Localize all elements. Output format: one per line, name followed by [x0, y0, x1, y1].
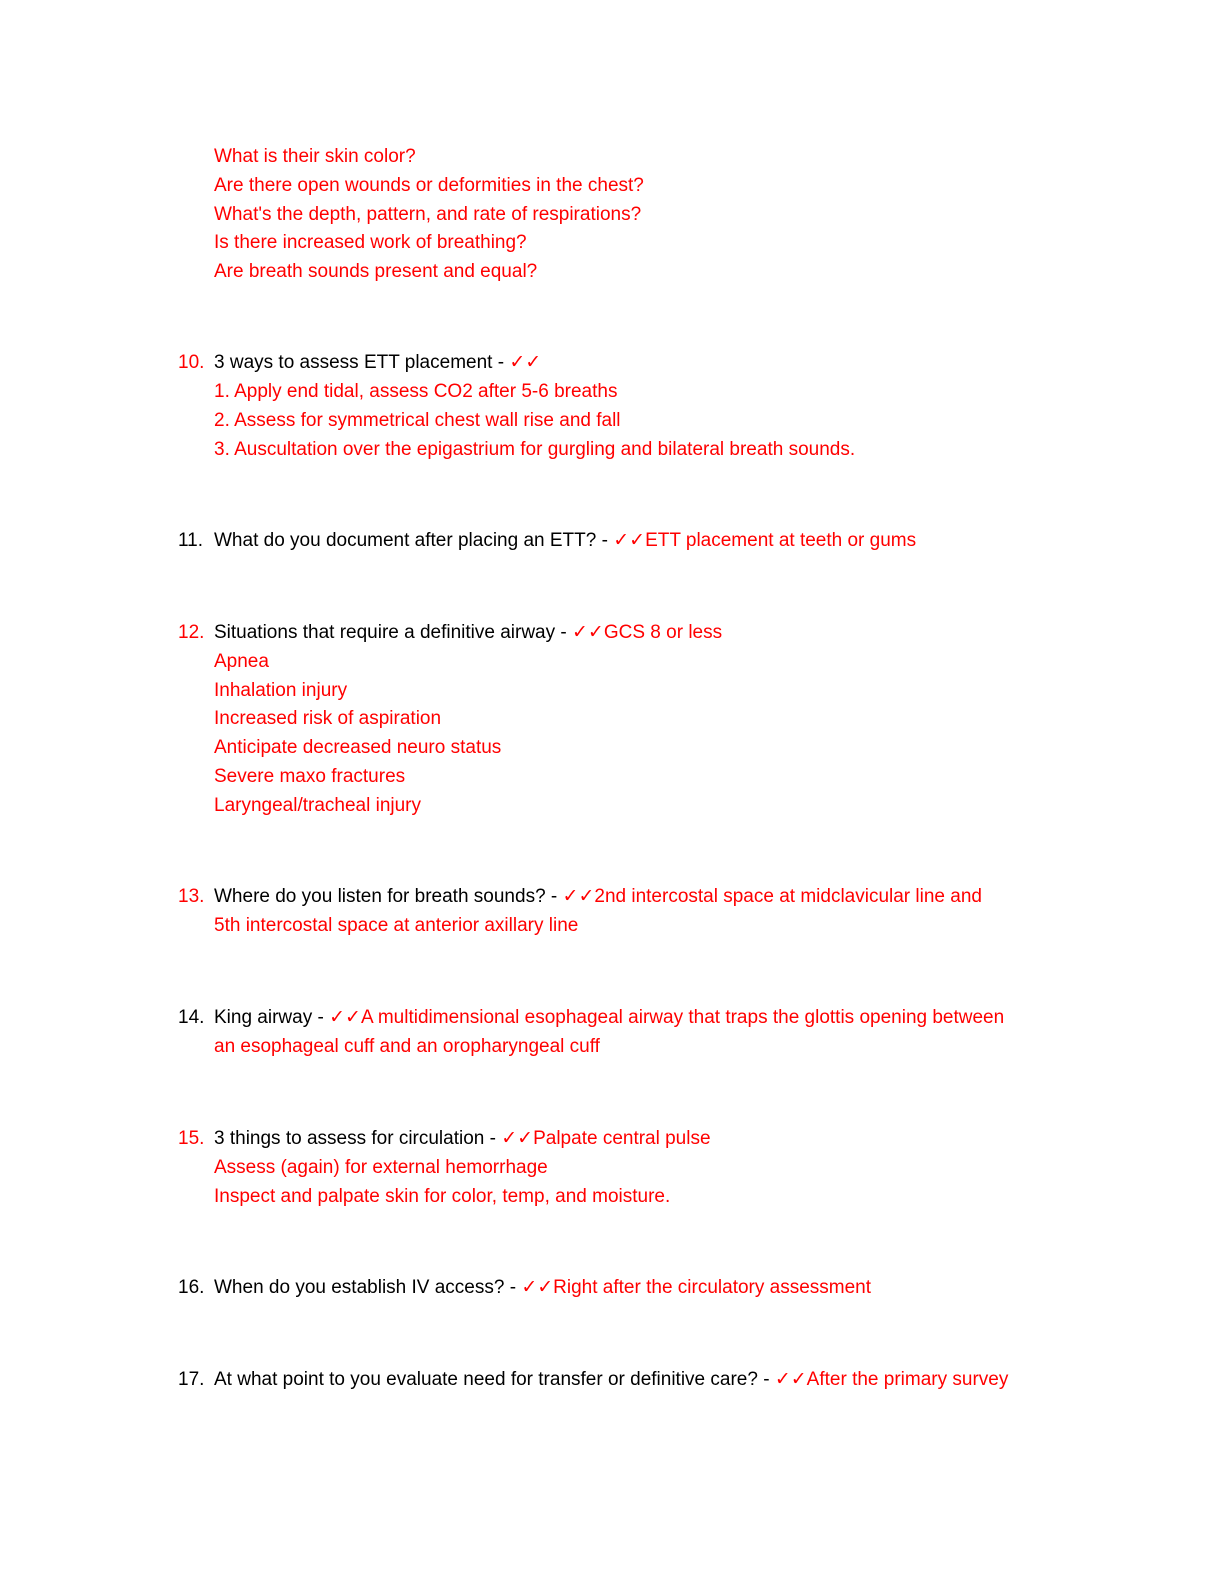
answer-line: Apnea: [214, 651, 269, 672]
checkmark-icon: ✓✓: [521, 1277, 554, 1298]
answer-line: Increased risk of aspiration: [214, 708, 442, 729]
item-number: 11.: [178, 530, 204, 551]
question-line: [214, 352, 541, 376]
item-number: 16.: [178, 1277, 205, 1298]
question-text: Situations that require a definitive airway -: [214, 622, 573, 643]
checkmark-icon: ✓✓: [572, 622, 604, 643]
answer-line: Inspect and palpate skin for color, temp, and moisture.: [214, 1186, 671, 1207]
answer-inline: Palpate central pulse: [533, 1128, 711, 1149]
question-line: [214, 530, 916, 554]
checkmark-icon: ✓✓: [509, 352, 542, 373]
answer-line: 1. Apply end tidal, assess CO2 after 5-6 breaths: [214, 381, 618, 402]
answer-inline: 2nd intercostal space at midclavicular line and: [594, 886, 982, 907]
checkmark-icon: ✓✓: [501, 1128, 534, 1149]
intro-line: What's the depth, pattern, and rate of respirations?: [214, 204, 642, 225]
question-text: At what point to you evaluate need for transfer or definitive care? -: [214, 1369, 775, 1390]
intro-line: Are there open wounds or deformities in the chest?: [214, 175, 644, 196]
item-number: 13.: [178, 886, 205, 907]
intro-line: What is their skin color?: [214, 146, 416, 167]
question-text: Where do you listen for breath sounds? -: [214, 886, 563, 907]
question-line: [214, 622, 722, 646]
question-text: When do you establish IV access? -: [214, 1277, 522, 1298]
question-text: 3 ways to assess ETT placement -: [214, 352, 510, 373]
answer-line: Severe maxo fractures: [214, 766, 406, 787]
intro-line: Are breath sounds present and equal?: [214, 261, 538, 282]
answer-line: an esophageal cuff and an oropharyngeal cuff: [214, 1036, 600, 1057]
answer-inline: After the primary survey: [806, 1369, 1009, 1390]
answer-line: Anticipate decreased neuro status: [214, 737, 502, 758]
answer-inline: GCS 8 or less: [603, 622, 723, 643]
question-line: [214, 886, 982, 910]
question-text: What do you document after placing an ETT? -: [214, 530, 614, 551]
answer-line: 3. Auscultation over the epigastrium for gurgling and bilateral breath sounds.: [214, 439, 856, 460]
question-line: [214, 1007, 1004, 1031]
item-number: 14.: [178, 1007, 205, 1028]
item-number: 15.: [178, 1128, 205, 1149]
item-number: 17.: [178, 1369, 205, 1390]
answer-line: Laryngeal/tracheal injury: [214, 795, 422, 816]
checkmark-icon: ✓✓: [562, 886, 595, 907]
answer-line: 5th intercostal space at anterior axillary line: [214, 915, 579, 936]
checkmark-icon: ✓✓: [774, 1369, 807, 1390]
intro-line: Is there increased work of breathing?: [214, 232, 527, 253]
answer-inline: ETT placement at teeth or gums: [645, 530, 917, 551]
question-line: [214, 1369, 1008, 1393]
answer-line: 2. Assess for symmetrical chest wall rise and fall: [214, 410, 621, 431]
checkmark-icon: ✓✓: [329, 1007, 361, 1028]
answer-inline: Right after the circulatory assessment: [553, 1277, 872, 1298]
checkmark-icon: ✓✓: [613, 530, 646, 551]
item-number: 12.: [178, 622, 205, 643]
question-text: 3 things to assess for circulation -: [214, 1128, 502, 1149]
answer-inline: A multidimensional esophageal airway that traps the glottis opening between: [360, 1007, 1005, 1028]
question-line: [214, 1128, 711, 1152]
question-text: King airway -: [214, 1007, 330, 1028]
question-line: [214, 1277, 871, 1301]
answer-line: Assess (again) for external hemorrhage: [214, 1157, 548, 1178]
answer-line: Inhalation injury: [214, 680, 348, 701]
item-number: 10.: [178, 352, 205, 373]
